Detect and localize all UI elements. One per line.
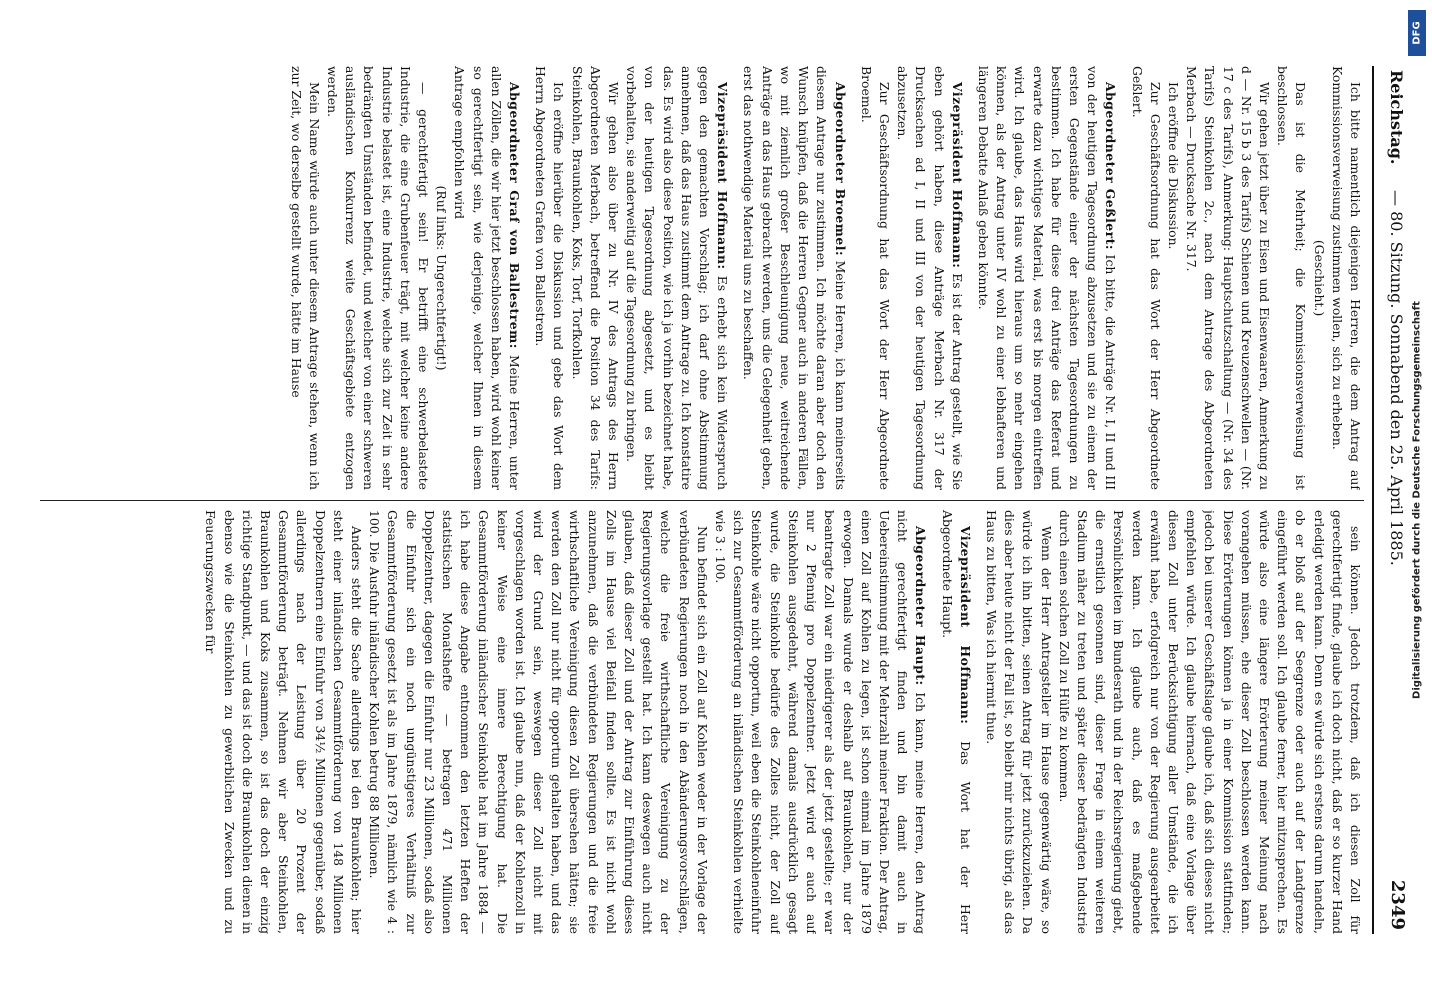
- paragraph: [1055, 510, 1364, 934]
- paragraph-text: Zur Geschäftsordnung hat das Wort der Herr Abgeordnete Broemel.: [858, 66, 892, 490]
- paragraph-gap: [966, 66, 974, 490]
- paragraph-text: Nun befindet sich ein Zoll auf Kohlen weder in der Vorlage der verbündeten Regierungen noch in den Abänderungsvorschlägen, welche die freie wirthschaftliche Vereinigung zu der Regierungsvorlage gestellt hat. Ich kann deswegen auch nicht glauben, daß dieser Zoll und der Antrag zur Einführung dieses Zolls im Hause viel Beifall finden sollte. Es ist nicht wohl anzunehmen, daß die verbündeten Regierungen und die freie wirthschaftliche Vereinigung diesen Zoll übersehen hätten; sie werden den Zoll nur nicht für opportun gehalten haben, und das wird der Grund sein, weswegen dieser Zoll nicht mit vorgeschlagen worden ist. Ich glaube nun, daß der Kohlenzoll in keiner Weise eine innere Berechtigung hat. Die Gesammtförderung inländischer Steinkohle hat im Jahre 1884 — ich habe diese Angabe entnommen den letzten Heften der statistischen Monatshefte — betragen 471 Millionen Doppelzentner, dagegen die Einfuhr nur 23 Millionen, sodaß also die Einfuhr sich ein noch ungünstigeres Verhältniß zur Gesammtförderung gesetzt ist als im Jahre 1879, nämlich wie 4 : 100. Die Ausfuhr inländischer Kohlen betrug 88 Millionen.: [367, 510, 710, 934]
- speaker-name: Abgeordneter Graf von Ballestrem:: [507, 82, 523, 349]
- paragraph-text: Ich kann, meine Herren, den Antrag nicht gerechtfertigt finden und bin damit auch in Uebereinstimmung mit der Mehrzahl meiner Fraktion. Der Antrag, einen Zoll auf Kohlen zu legen, ist schon einmal im Jahre 1879 erwogen. Damals wurde er deshalb auf Braunkohlen, nur der beantragte Zoll war ein niedrigerer als der jetzt gestellte; er war nur 2 Pfennig pro Doppelzentner. Jetzt wird er auch auf Steinkohlen ausgedehnt, während damals ausdrücklich gesagt wurde, die Steinkohle bedürfe des Zolles nicht, der Zoll auf Steinkohle wäre nicht opportun, weil eben die Steinkohleneinfuhr sich zur Gesammtförderung an inländischen Steinkohlen verhielte wie 3 : 100.: [713, 510, 929, 934]
- paragraph-text: Zur Geschäftsordnung hat das Wort der Herr Abgeordnete Geßlert.: [1129, 66, 1163, 490]
- dfg-logo-text: DFG: [1411, 21, 1423, 45]
- paragraph-gap: [929, 510, 937, 934]
- paragraph-text: Ich bitte, die Anträge Nr. I, II und III von der heutigen Tagesordnung abzusetzen und sie zu einem der ersten Gegenstände einer der nächsten Tagesordnungen zu bestimmen. Ich habe für diese drei Anträge das Referat und erwarte dazu wichtiges Material, was erst bis morgen eintreffen wird. Ich glaube, das Haus wird hieraus um so mehr eingehen können, als der Antrag unter IV wohl zu einer lebhafteren und längeren Debatte Anlaß geben könnte.: [975, 66, 1119, 490]
- paragraph-gap: [849, 66, 857, 490]
- paragraph-text: sein können. Jedoch trotzdem, daß ich diesen Zoll für gerechtfertigt finde, glaube ich doch nicht, daß er so kurzer Hand erledigt werden kann. Denn es würde sich erstens darum handeln, ob er bloß auf der Seegrenze oder auch auf der Landgrenze eingeführt werden soll. Ich glaube ferner, hier mitzusprechen. Es würde also eine längere Erörterung meiner Meinung nach vorangehen müssen, ehe dieser Zoll beschlossen werden kann. Diese Erörterungen können ja in einer Kommission stattfinden; jedoch bei unserer Geschäftslage glaube ich, daß sich dieses nicht empfehlen würde. Ich glaube hiernach, daß eine Vorlage über diesen Zoll unter Berücksichtigung aller Umstände, die ich erwähnt habe, erfolgreich nur von der Regierung ausgearbeitet werden kann. Ich glaube auch, daß es maßgebende Persönlichkeiten im Bundesrath und in der Reichsregierung giebt, die ernstlich gesonnen sind, dieser Frage in einem weiteren Stadium näher zu treten und später dieser bedrängten Industrie durch einen solchen Zoll zu Hülfe zu kommen.: [1056, 510, 1363, 934]
- paragraph: [286, 66, 322, 490]
- header-rule: [1372, 66, 1374, 934]
- text-columns: [40, 66, 1364, 934]
- paragraph-text: (Geschieht.): [1311, 239, 1327, 317]
- speech-paragraph: [739, 66, 848, 490]
- speaker-name: Vizepräsident Hoffmann:: [715, 82, 731, 270]
- paragraph-gap: [523, 66, 531, 490]
- paragraph-text: Es erhebt sich kein Widerspruch gegen den gemachten Vorschlag; ich darf ohne Abstimmung annehmen, daß das Haus zustimmt dem Antrage zu. Ich konstatire das. Es wird also diese Position, wie ich ja vorhin bezeichnet habe, von der heutigen Tagesordnung abgesetzt, und es bleibt vorbehalten, sie anderweitig auf die Tagesordnung zu bringen.: [624, 66, 731, 490]
- speaker-name: Vizepräsident Hoffmann:: [949, 82, 965, 269]
- speaker-name: Vizepräsident Hoffmann:: [957, 526, 973, 725]
- paragraph: [201, 510, 365, 934]
- header-session: — 80. Sitzung. Sonnabend den 25. April 1885.: [1387, 190, 1406, 566]
- digitization-note: Digitalisierung gefördert durch die Deutsche Forschungsgemeinschaft: [1411, 301, 1423, 699]
- paragraph: [1309, 66, 1327, 490]
- paragraph: [323, 66, 432, 490]
- page-number: 2349: [1387, 879, 1408, 930]
- left-column: [40, 66, 1364, 490]
- paragraph-text: Meine Herren, ich kann meinerseits diesem Antrage nur zustimmen. Ich möchte daran aber doch den Wunsch knüpfen, daß die Herren Gegner auch in anderen Fällen, wo mit ziemlich großer Beschleunigung neue, weitreichende Anträge an das Haus gebracht werden, uns die Gelegenheit geben, erst das nothwendige Material uns zu beschaffen.: [741, 66, 848, 490]
- speech-paragraph: [937, 510, 973, 934]
- column-divider: [40, 500, 1364, 501]
- paragraph-text: Meine Herren, unter allen Zöllen, die wir hier jetzt beschlossen haben, wird wohl keiner so gerechtfertigt sein, wie derjenige, welcher Ihnen in diesem Antrage empfohlen wird: [452, 66, 523, 490]
- paragraph: [982, 510, 1055, 934]
- paragraph-text: — gerechtfertigt sein! Er betrifft eine schwerbelastete Industrie, die eine Grubenfeuer trägt, mit welcher keine andere Industrie belastet ist, eine Industrie, welche sich zur Zeit in sehr bedrängten Umständen befindet, und welcher von einer schweren ausländischen Konkurrenz weite Geschäftsgebiete entzogen werden.: [325, 66, 432, 490]
- paragraph-text: Das ist die Mehrheit; die Kommissionsverweisung ist beschlossen.: [1275, 66, 1309, 490]
- paragraph-text: Mein Name würde auch unter diesem Antrage stehen, wenn ich zur Zeit, wo derselbe gestellt wurde, hätte im Hause: [288, 66, 322, 490]
- speech-paragraph: [974, 66, 1120, 490]
- paragraph-gap: [1119, 66, 1127, 490]
- paragraph: [1273, 66, 1309, 490]
- paragraph-text: Das Wort hat der Herr Abgeordnete Haupt.: [939, 510, 973, 934]
- paragraph-text: Es ist der Antrag gestellt, wie Sie eben gehört haben, diese Anträge Merbach Nr. 317 der Drucksachen ad I, II und III von der heutigen Tagesordnung abzusetzen.: [895, 66, 965, 490]
- speech-paragraph: [893, 66, 966, 490]
- paragraph: [1182, 66, 1273, 490]
- digitization-strip: [1406, 0, 1428, 1000]
- paragraph-text: Ich eröffne die Diskussion.: [1165, 82, 1181, 250]
- paragraph: [857, 66, 893, 490]
- speaker-name: Abgeordneter Broemel:: [832, 82, 848, 257]
- paragraph: [365, 510, 711, 934]
- paragraph: [1164, 66, 1182, 490]
- right-column: [40, 510, 1364, 934]
- paragraph-text: Wir gehen jetzt über zu Eisen und Eisenwaaren, Anmerkung zu d — Nr. 15 b 3 des Tarifs) Schienen und Kreuzenschwellen — (Nr. 17 c des Tarifs), Anmerkung: Hauptschutzschaltung — (Nr. 34 des Tarifs) Steinkohlen 2c., nach dem Antrage des Abgeordneten Merbach — Drucksache Nr. 317.: [1184, 66, 1272, 490]
- paragraph: [1328, 66, 1364, 490]
- header-title: Reichstag.: [1387, 70, 1406, 165]
- paragraph-text: Wenn der Herr Antragsteller im Hause gegenwärtig wäre, so würde ich ihn bitten, seinen Antrag für jetzt zurückzuziehen. Da dies aber heute nicht der Fall ist, so bleibt mir nichts übrig, als das Haus zu bitten, Was ich hiermit thue.: [983, 510, 1054, 934]
- speaker-name: Abgeordneter Haupt:: [913, 526, 929, 686]
- paragraph-text: (Ruf links: Ungerechtfertigt!): [434, 185, 450, 371]
- paragraph-text: Ich bitte namentlich diejenigen Herren, die dem Antrag auf Kommissionsverweisung zustimmen wollen, sich zu erheben.: [1329, 66, 1363, 490]
- speech-paragraph: [711, 510, 929, 934]
- paragraph: [432, 66, 450, 490]
- paragraph: [567, 66, 622, 490]
- speech-paragraph: [450, 66, 523, 490]
- paragraph-gap: [974, 510, 982, 934]
- paragraph-text: Anders steht die Sache allerdings bei den Braunkohlen; hier steht einer inländischen Gesammtförderung von 148 Millionen Doppelzentnern eine Einfuhr von 34½ Millionen gegenüber, sodaß allerdings nach der Leistung über 20 Prozent der Gesammtförderung beträgt. Nehmen wir aber Steinkohlen, Braunkohlen und Koks zusammen, so ist das doch der einzig richtige Standpunkt, — und das ist doch die Braunkohlen dienen in ebenso wie die Steinkohlen zu gewerblichen Zwecken und zu Feuerungszwecken für: [203, 510, 365, 934]
- paragraph-text: Ich eröffne hierüber die Diskussion und gebe das Wort dem Herrn Abgeordneten Grafen von Ballestrem.: [533, 66, 567, 490]
- paragraph: [1127, 66, 1163, 490]
- paragraph: [531, 66, 567, 490]
- dfg-logo: [1408, 10, 1426, 56]
- speech-paragraph: [622, 66, 731, 490]
- speaker-name: Abgeordneter Geßlert:: [1103, 82, 1119, 251]
- paragraph-text: Wir gehen also über zu Nr. IV des Antrags des Herrn Abgeordneten Merbach, betreffend die Position 34 des Tarifs: Steinkohlen, Braunkohlen, Koks, Torf, Torfkohlen.: [569, 66, 622, 490]
- paragraph-gap: [731, 66, 739, 490]
